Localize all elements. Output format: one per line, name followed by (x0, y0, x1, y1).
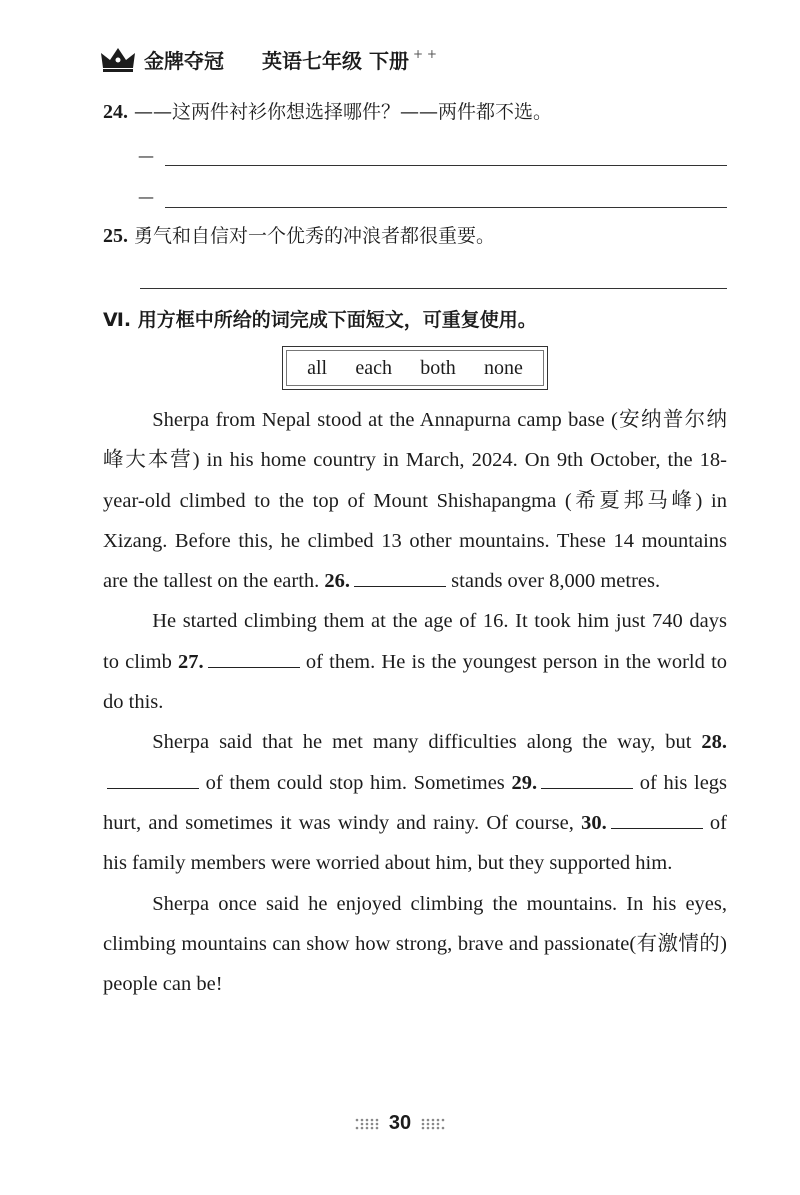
page-footer (0, 1112, 800, 1135)
page-header (100, 40, 437, 78)
word-option: each (355, 356, 392, 379)
question-24 (103, 98, 552, 126)
paragraph-text: of his family members were worried about him, but they supported him. (103, 811, 727, 875)
paragraph-text: Sherpa from Nepal stood at the Annapurna camp base (安纳普尔纳峰大本营) in his home country in March, 2024. On 9th October, the 18-year-old climbed to the top of Mount Shishapangma (希夏邦马峰) in Xizang. Before this, he climbed 13 other mountains. These 14 mountains are the tallest on the earth. (103, 409, 727, 593)
crown-icon (100, 44, 136, 74)
answer-line-24b[interactable] (165, 207, 727, 208)
blank-30[interactable] (611, 810, 703, 829)
paragraph-1 (103, 400, 727, 601)
question-25 (103, 222, 495, 250)
paragraph-text: Sherpa once said he enjoyed climbing the mountains. In his eyes, climbing mountains can show how strong, brave and passionate(有激情的) people can be! (103, 892, 727, 996)
blank-number-30: 30. (581, 811, 607, 834)
sparkle-decoration: + + (412, 47, 437, 61)
dots-decoration-icon (417, 1116, 447, 1132)
blank-number-29: 29. (511, 771, 538, 794)
question-text: ——这两件衬衫你想选择哪件？——两件都不选。 (134, 101, 553, 123)
paragraph-text: of them. He is the youngest person in the world to do this. (103, 650, 728, 714)
paragraph-4 (103, 884, 727, 1005)
subject-title: 英语七年级 下册 (262, 48, 409, 73)
paragraph-2 (103, 601, 727, 722)
answer-dash-1: — (138, 146, 154, 165)
reading-passage (103, 400, 727, 1004)
blank-number-26: 26. (324, 570, 351, 593)
question-number: 25. (103, 225, 128, 247)
blank-28[interactable] (107, 770, 199, 789)
answer-line-25[interactable] (140, 288, 727, 289)
word-option: all (307, 356, 328, 379)
word-option: none (483, 356, 523, 379)
paragraph-3 (103, 722, 727, 883)
section-heading: Ⅵ. 用方框中所给的词完成下面短文，可重复使用。 (103, 309, 537, 331)
word-box (282, 346, 548, 390)
blank-27[interactable] (208, 649, 300, 668)
answer-line-24a[interactable] (165, 165, 727, 166)
page-number: 30 (388, 1112, 412, 1134)
word-option: both (420, 356, 456, 379)
paragraph-text: stands over 8,000 metres. (451, 570, 661, 593)
answer-dash-2: — (138, 187, 154, 206)
question-text: 勇气和自信对一个优秀的冲浪者都很重要。 (134, 225, 496, 247)
book-title: 金牌夺冠 (144, 48, 224, 73)
blank-26[interactable] (354, 568, 446, 587)
blank-29[interactable] (541, 770, 633, 789)
paragraph-text: of his legs hurt, and sometimes it was windy and rainy. Of course, (103, 771, 728, 834)
paragraph-text: Sherpa said that he met many difficulties along the way, but (152, 731, 692, 754)
question-number: 24. (103, 101, 128, 123)
paragraph-text: He started climbing them at the age of 16. It took him just 740 days to climb (103, 610, 727, 673)
blank-number-27: 27. (178, 650, 204, 673)
dots-decoration-icon (353, 1116, 383, 1132)
paragraph-text: of them could stop him. Sometimes (205, 771, 505, 794)
blank-number-28: 28. (701, 731, 728, 754)
